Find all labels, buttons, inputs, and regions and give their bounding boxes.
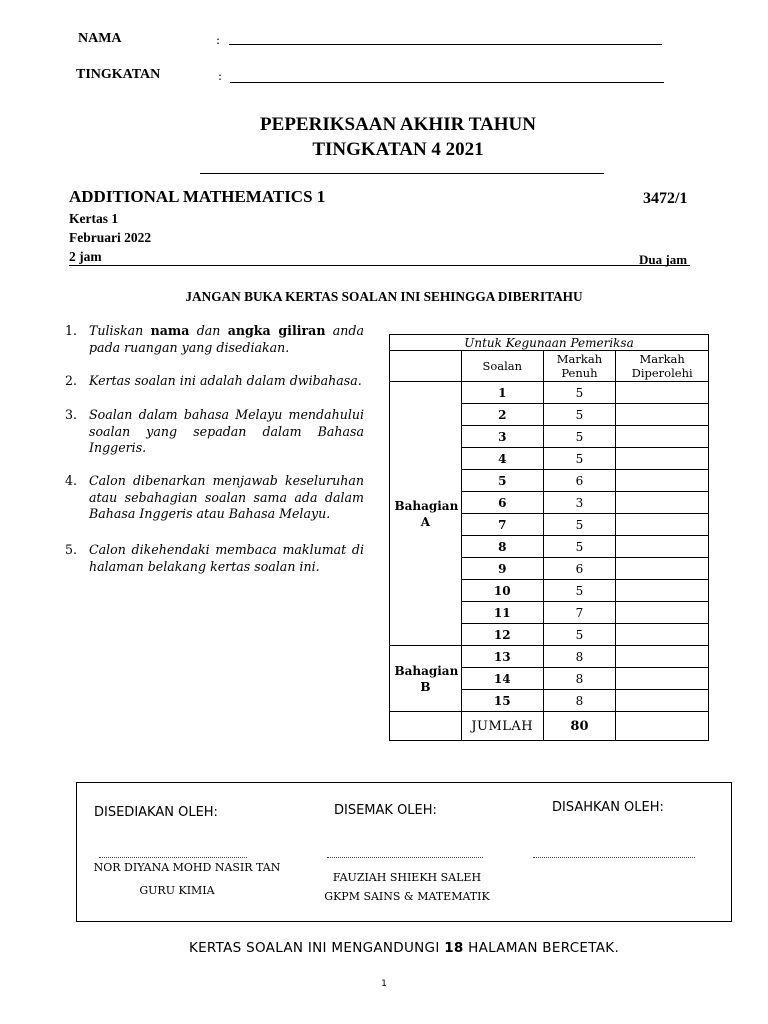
section-a-label-text: Bahagian A: [394, 498, 459, 529]
instruction-number: 2.: [65, 373, 78, 388]
tingkatan-label: TINGKATAN: [76, 67, 161, 82]
obtained-marks-cell[interactable]: [616, 580, 709, 602]
marks-table: [389, 334, 709, 741]
approved-signature-line[interactable]: [533, 857, 695, 858]
full-marks: 5: [543, 536, 616, 558]
question-number: 10: [461, 580, 543, 602]
subject-title: ADDITIONAL MATHEMATICS 1: [69, 187, 326, 206]
question-number: 1: [461, 382, 543, 404]
approved-by-label: DISAHKAN OLEH:: [552, 800, 664, 815]
warning-text: JANGAN BUKA KERTAS SOALAN INI SEHINGGA DIBERITAHU: [185, 289, 583, 304]
checked-name: FAUZIAH SHIEKH SALEH: [332, 871, 482, 884]
full-marks: 3: [543, 492, 616, 514]
pages-statement: [0, 940, 768, 956]
instruction-number: 4.: [65, 473, 78, 488]
question-number: 5: [461, 470, 543, 492]
question-number: 4: [461, 448, 543, 470]
nama-label: NAMA: [78, 31, 122, 46]
instruction-text: [89, 323, 364, 356]
exam-title-line1: PEPERIKSAAN AKHIR TAHUN: [260, 114, 536, 135]
instruction-item: [65, 473, 364, 533]
obtained-marks-cell[interactable]: [616, 558, 709, 580]
tingkatan-colon: :: [218, 69, 223, 83]
instruction-text: [89, 473, 364, 523]
instruction-italic-text: dan: [189, 323, 228, 338]
obtained-marks-cell[interactable]: [616, 536, 709, 558]
instruction-number: 3.: [65, 407, 78, 422]
full-marks: 5: [543, 580, 616, 602]
prepared-name: NOR DIYANA MOHD NASIR TAN: [93, 861, 281, 874]
nama-colon: :: [216, 33, 221, 47]
obtained-marks-cell[interactable]: [616, 426, 709, 448]
instruction-text: [89, 407, 364, 457]
instruction-item: [65, 407, 364, 467]
full-marks: 5: [543, 404, 616, 426]
total-value: 80: [543, 712, 616, 741]
prepared-signature-line[interactable]: [99, 857, 247, 858]
question-number: 15: [461, 690, 543, 712]
full-marks: 8: [543, 690, 616, 712]
full-marks: 5: [543, 426, 616, 448]
full-marks: 6: [543, 470, 616, 492]
obtained-marks-cell[interactable]: [616, 448, 709, 470]
exam-date: Februari 2022: [69, 230, 152, 245]
col-header-diperolehi: [616, 351, 709, 382]
tingkatan-field[interactable]: [230, 82, 664, 83]
nama-field[interactable]: [229, 44, 662, 45]
instruction-item: [65, 542, 364, 602]
exam-title-line2: TINGKATAN 4 2021: [312, 139, 484, 160]
question-number: 6: [461, 492, 543, 514]
instruction-text: [89, 542, 364, 575]
total-obtained-cell[interactable]: [616, 712, 709, 741]
question-number: 8: [461, 536, 543, 558]
instruction-bold-text: nama: [150, 323, 190, 338]
question-number: 9: [461, 558, 543, 580]
instruction-italic-text: Calon dibenarkan menjawab keseluruhan atau sebahagian soalan sama ada dalam Bahasa Inggeris atau Bahasa Melayu.: [89, 473, 364, 521]
obtained-marks-cell[interactable]: [616, 624, 709, 646]
checked-by-label: DISEMAK OLEH:: [334, 803, 437, 818]
col-header-penuh-text: Markah Penuh: [556, 352, 603, 380]
full-marks: 5: [543, 624, 616, 646]
question-number: 7: [461, 514, 543, 536]
empty-header-cell: [390, 351, 462, 382]
table-row: [390, 646, 709, 668]
page-number: 1: [381, 979, 387, 989]
marks-table-caption: Untuk Kegunaan Pemeriksa: [390, 335, 709, 351]
obtained-marks-cell[interactable]: [616, 668, 709, 690]
instruction-italic-text: Soalan dalam bahasa Melayu mendahului soalan yang sepadan dalam Bahasa Inggeris.: [89, 407, 364, 455]
full-marks: 8: [543, 668, 616, 690]
instruction-bold-text: angka giliran: [227, 323, 326, 338]
pages-count: 18: [444, 940, 464, 956]
instruction-number: 5.: [65, 542, 78, 557]
instructions-list: [65, 323, 364, 583]
question-number: 13: [461, 646, 543, 668]
section-b-rows: [390, 646, 709, 712]
obtained-marks-cell[interactable]: [616, 404, 709, 426]
full-marks: 5: [543, 514, 616, 536]
full-marks: 8: [543, 646, 616, 668]
obtained-marks-cell[interactable]: [616, 382, 709, 404]
prepared-by-label: DISEDIAKAN OLEH:: [94, 805, 218, 820]
total-empty-cell: [390, 712, 462, 741]
instruction-italic-text: Calon dikehendaki membaca maklumat di halaman belakang kertas soalan ini.: [89, 542, 364, 574]
question-number: 14: [461, 668, 543, 690]
subject-divider: [69, 265, 690, 266]
title-divider: [200, 173, 604, 174]
duration-text: Dua jam: [639, 252, 688, 267]
col-header-diperolehi-text: Markah Diperolehi: [631, 352, 693, 380]
full-marks: 6: [543, 558, 616, 580]
instruction-italic-text: Kertas soalan ini adalah dalam dwibahasa.: [89, 373, 362, 388]
section-a-label: [390, 382, 462, 646]
section-b-label: [390, 646, 462, 712]
instruction-number: 1.: [65, 323, 78, 338]
question-number: 3: [461, 426, 543, 448]
paper-number: Kertas 1: [69, 211, 119, 226]
section-b-label-text: Bahagian B: [394, 663, 459, 694]
col-header-soalan: Soalan: [461, 351, 543, 382]
instruction-italic-text: Tuliskan: [89, 323, 151, 338]
checked-signature-line[interactable]: [327, 857, 483, 858]
signature-box: [76, 782, 732, 922]
full-marks: 5: [543, 448, 616, 470]
obtained-marks-cell[interactable]: [616, 690, 709, 712]
question-number: 11: [461, 602, 543, 624]
obtained-marks-cell[interactable]: [616, 514, 709, 536]
pages-prefix: KERTAS SOALAN INI MENGANDUNGI: [188, 940, 445, 956]
obtained-marks-cell[interactable]: [616, 492, 709, 514]
exam-duration: 2 jam: [69, 249, 102, 264]
pages-suffix: HALAMAN BERCETAK.: [463, 940, 620, 956]
obtained-marks-cell[interactable]: [616, 646, 709, 668]
instruction-italic-text: anda pada ruangan yang disediakan.: [89, 323, 364, 355]
section-a-rows: [390, 382, 709, 646]
prepared-role: GURU KIMIA: [139, 884, 215, 897]
table-row: [390, 382, 709, 404]
total-label: JUMLAH: [461, 712, 543, 741]
obtained-marks-cell[interactable]: [616, 602, 709, 624]
checked-role: GKPM SAINS & MATEMATIK: [324, 890, 490, 903]
col-header-penuh: [543, 351, 616, 382]
question-number: 2: [461, 404, 543, 426]
paper-code: 3472/1: [643, 190, 688, 207]
full-marks: 5: [543, 382, 616, 404]
question-number: 12: [461, 624, 543, 646]
full-marks: 7: [543, 602, 616, 624]
instruction-text: [89, 373, 364, 390]
obtained-marks-cell[interactable]: [616, 470, 709, 492]
